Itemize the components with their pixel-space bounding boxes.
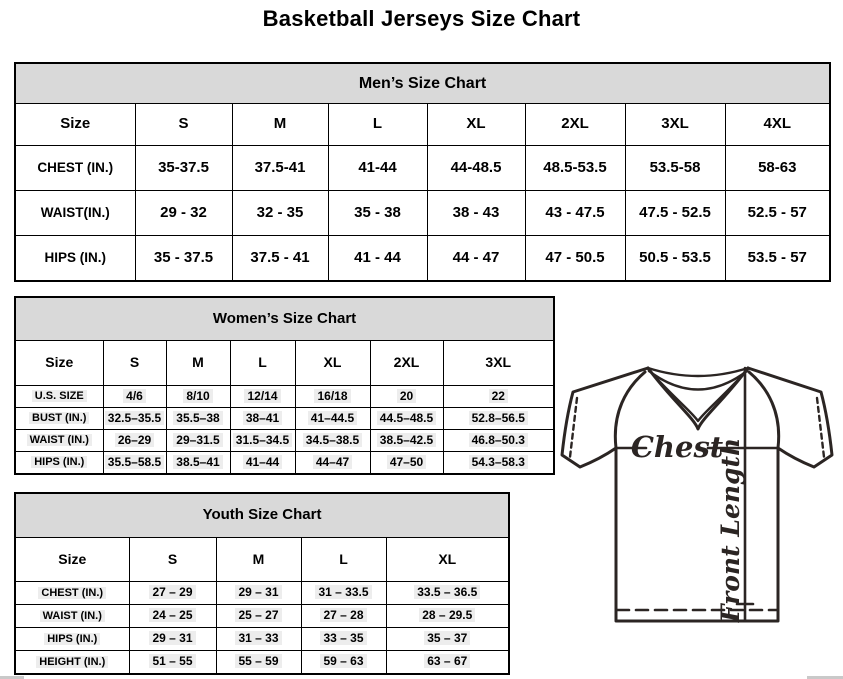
size-value-cell (370, 430, 443, 452)
row-label-text: WAIST(IN.) (40, 204, 110, 220)
size-value: 51 – 55 (149, 654, 195, 668)
row-label-text: HEIGHT (IN.) (36, 656, 108, 668)
row-label (15, 236, 135, 282)
size-value-cell (135, 191, 232, 236)
row-label (15, 430, 103, 452)
size-value-cell (328, 146, 427, 191)
size-value: 48.5-53.5 (543, 158, 607, 176)
size-value-cell (625, 146, 725, 191)
row-label-text: BUST (IN.) (29, 412, 89, 424)
jersey-measurement-diagram (556, 358, 838, 630)
page-title: Basketball Jerseys Size Chart (262, 6, 581, 31)
size-value-cell (443, 430, 554, 452)
size-value-cell (166, 452, 230, 475)
table-row (15, 605, 509, 628)
size-value-cell (370, 386, 443, 408)
size-value-cell (103, 386, 166, 408)
size-value: 33.5 – 36.5 (414, 585, 480, 599)
size-value-cell (386, 651, 509, 675)
jersey-outline-icon (556, 358, 838, 630)
size-value: 63 – 67 (424, 654, 470, 668)
size-value-cell (370, 408, 443, 430)
size-value-cell (129, 651, 216, 675)
table-title: Women’s Size Chart (15, 297, 554, 341)
row-label-text: CHEST (IN.) (37, 159, 114, 175)
size-value: 44–47 (313, 455, 352, 469)
column-header: 4XL (725, 104, 830, 146)
size-value-cell (301, 628, 386, 651)
size-value-cell (216, 651, 301, 675)
row-label (15, 408, 103, 430)
size-value: 16/18 (314, 389, 350, 403)
size-value-cell (625, 191, 725, 236)
size-value: 38 - 43 (452, 203, 500, 221)
size-value: 44 - 47 (452, 248, 500, 266)
size-value: 25 – 27 (235, 608, 281, 622)
size-value-cell (216, 628, 301, 651)
size-value-cell (295, 430, 370, 452)
table-title: Youth Size Chart (15, 493, 509, 538)
row-label-text: WAIST (IN.) (27, 434, 92, 446)
size-value: 12/14 (244, 389, 280, 403)
size-value-cell (216, 605, 301, 628)
size-value-cell (129, 605, 216, 628)
size-value-cell (301, 651, 386, 675)
size-value: 53.5 - 57 (747, 248, 807, 266)
size-value: 35 - 38 (354, 203, 401, 221)
youth-size-table (14, 492, 510, 675)
size-value-cell (370, 452, 443, 475)
size-value-cell (427, 191, 525, 236)
size-value: 28 – 29.5 (419, 608, 475, 622)
front-length-label: Front Length (716, 437, 745, 623)
row-label (15, 582, 129, 605)
size-value: 46.8–50.3 (469, 433, 528, 447)
column-header: 2XL (525, 104, 625, 146)
size-value-cell (216, 582, 301, 605)
size-value: 31 – 33.5 (315, 585, 371, 599)
size-value-cell (232, 236, 328, 282)
row-label-text: HIPS (IN.) (44, 249, 106, 265)
column-header: Size (15, 538, 129, 582)
size-value-cell (166, 408, 230, 430)
row-label-text: HIPS (IN.) (31, 456, 87, 468)
size-value: 37.5 - 41 (250, 248, 310, 266)
size-value: 59 – 63 (320, 654, 366, 668)
size-value-cell (135, 146, 232, 191)
size-value: 34.5–38.5 (303, 433, 362, 447)
size-value: 27 – 28 (320, 608, 366, 622)
size-value: 55 – 59 (235, 654, 281, 668)
row-label (15, 386, 103, 408)
size-value-cell (725, 236, 830, 282)
column-header: L (230, 341, 295, 386)
size-value-cell (230, 386, 295, 408)
column-header: L (328, 104, 427, 146)
size-value-cell (725, 191, 830, 236)
table-row (15, 146, 830, 191)
size-value-cell (525, 236, 625, 282)
size-value: 41–44.5 (308, 411, 357, 425)
row-label (15, 191, 135, 236)
size-value-cell (295, 408, 370, 430)
table-title: Men’s Size Chart (15, 63, 830, 104)
row-label (15, 452, 103, 475)
size-value-cell (230, 430, 295, 452)
size-value-cell (443, 452, 554, 475)
table-row (15, 452, 554, 475)
chest-label: Chest (630, 430, 724, 464)
row-label (15, 651, 129, 675)
size-value: 24 – 25 (149, 608, 195, 622)
size-value-cell (103, 430, 166, 452)
size-value: 31 – 33 (235, 631, 281, 645)
size-value-cell (232, 146, 328, 191)
size-value-cell (386, 605, 509, 628)
size-value-cell (135, 236, 232, 282)
size-value: 29–31.5 (173, 433, 222, 447)
column-header: S (103, 341, 166, 386)
size-value-cell (166, 430, 230, 452)
column-header: 2XL (370, 341, 443, 386)
size-value: 53.5-58 (649, 158, 701, 176)
size-value: 4/6 (123, 389, 146, 403)
size-value: 50.5 - 53.5 (639, 248, 711, 266)
size-value-cell (525, 146, 625, 191)
size-value: 47 - 50.5 (545, 248, 605, 266)
mens-size-table (14, 62, 831, 282)
column-header: S (129, 538, 216, 582)
size-value: 47.5 - 52.5 (639, 203, 711, 221)
size-value: 27 – 29 (149, 585, 195, 599)
table-row (15, 386, 554, 408)
size-value: 41-44 (358, 158, 397, 176)
column-header: 3XL (625, 104, 725, 146)
size-value: 29 – 31 (235, 585, 281, 599)
size-value: 37.5-41 (254, 158, 306, 176)
column-header: Size (15, 341, 103, 386)
table-row (15, 582, 509, 605)
size-value: 35 – 37 (424, 631, 470, 645)
size-value-cell (427, 146, 525, 191)
row-label-text: CHEST (IN.) (38, 587, 106, 599)
size-value-cell (232, 191, 328, 236)
row-label (15, 146, 135, 191)
column-header: M (216, 538, 301, 582)
size-value-cell (443, 408, 554, 430)
size-value: 35-37.5 (158, 158, 209, 176)
size-value: 22 (489, 389, 508, 403)
row-label (15, 628, 129, 651)
size-value: 29 – 31 (149, 631, 195, 645)
size-value-cell (230, 408, 295, 430)
row-label-text: U.S. SIZE (32, 390, 87, 402)
size-value: 38.5–42.5 (377, 433, 436, 447)
size-value: 20 (397, 389, 416, 403)
size-value-cell (328, 191, 427, 236)
column-header: XL (427, 104, 525, 146)
size-value: 26–29 (115, 433, 154, 447)
row-label-text: WAIST (IN.) (40, 610, 105, 622)
size-value: 44-48.5 (450, 158, 502, 176)
size-value: 29 - 32 (160, 203, 207, 221)
size-value-cell (725, 146, 830, 191)
column-header: Size (15, 104, 135, 146)
size-value: 33 – 35 (320, 631, 366, 645)
size-value-cell (129, 628, 216, 651)
size-value-cell (103, 408, 166, 430)
size-value: 35.5–38 (173, 411, 222, 425)
size-value: 58-63 (758, 158, 797, 176)
size-value-cell (103, 452, 166, 475)
size-value: 41–44 (243, 455, 282, 469)
size-value: 44.5–48.5 (377, 411, 436, 425)
size-value: 35 - 37.5 (153, 248, 214, 266)
size-value-cell (230, 452, 295, 475)
size-value: 52.5 - 57 (747, 203, 807, 221)
size-value-cell (443, 386, 554, 408)
column-header: M (232, 104, 328, 146)
size-value-cell (525, 191, 625, 236)
table-row (15, 408, 554, 430)
size-value-cell (129, 582, 216, 605)
table-row (15, 191, 830, 236)
table-row (15, 236, 830, 282)
womens-size-table (14, 296, 555, 475)
column-header: 3XL (443, 341, 554, 386)
size-value: 54.3–58.3 (469, 455, 528, 469)
column-header: XL (386, 538, 509, 582)
column-header: M (166, 341, 230, 386)
size-value: 41 - 44 (354, 248, 401, 266)
column-header: XL (295, 341, 370, 386)
size-value-cell (386, 628, 509, 651)
column-header: L (301, 538, 386, 582)
size-value: 32.5–35.5 (105, 411, 164, 425)
size-value: 43 - 47.5 (545, 203, 605, 221)
size-value-cell (301, 582, 386, 605)
row-label-text: HIPS (IN.) (44, 633, 100, 645)
size-value: 8/10 (183, 389, 212, 403)
size-value: 31.5–34.5 (233, 433, 292, 447)
table-row (15, 430, 554, 452)
size-value-cell (301, 605, 386, 628)
size-value: 52.8–56.5 (469, 411, 528, 425)
size-value-cell (295, 386, 370, 408)
column-header: S (135, 104, 232, 146)
size-value-cell (427, 236, 525, 282)
size-value-cell (386, 582, 509, 605)
row-label (15, 605, 129, 628)
size-value: 38.5–41 (173, 455, 222, 469)
table-row (15, 651, 509, 675)
size-value: 35.5–58.5 (105, 455, 164, 469)
size-value-cell (625, 236, 725, 282)
size-value: 47–50 (387, 455, 426, 469)
size-value-cell (328, 236, 427, 282)
size-value-cell (295, 452, 370, 475)
size-value: 38–41 (243, 411, 282, 425)
size-value-cell (166, 386, 230, 408)
table-row (15, 628, 509, 651)
size-value: 32 - 35 (256, 203, 304, 221)
